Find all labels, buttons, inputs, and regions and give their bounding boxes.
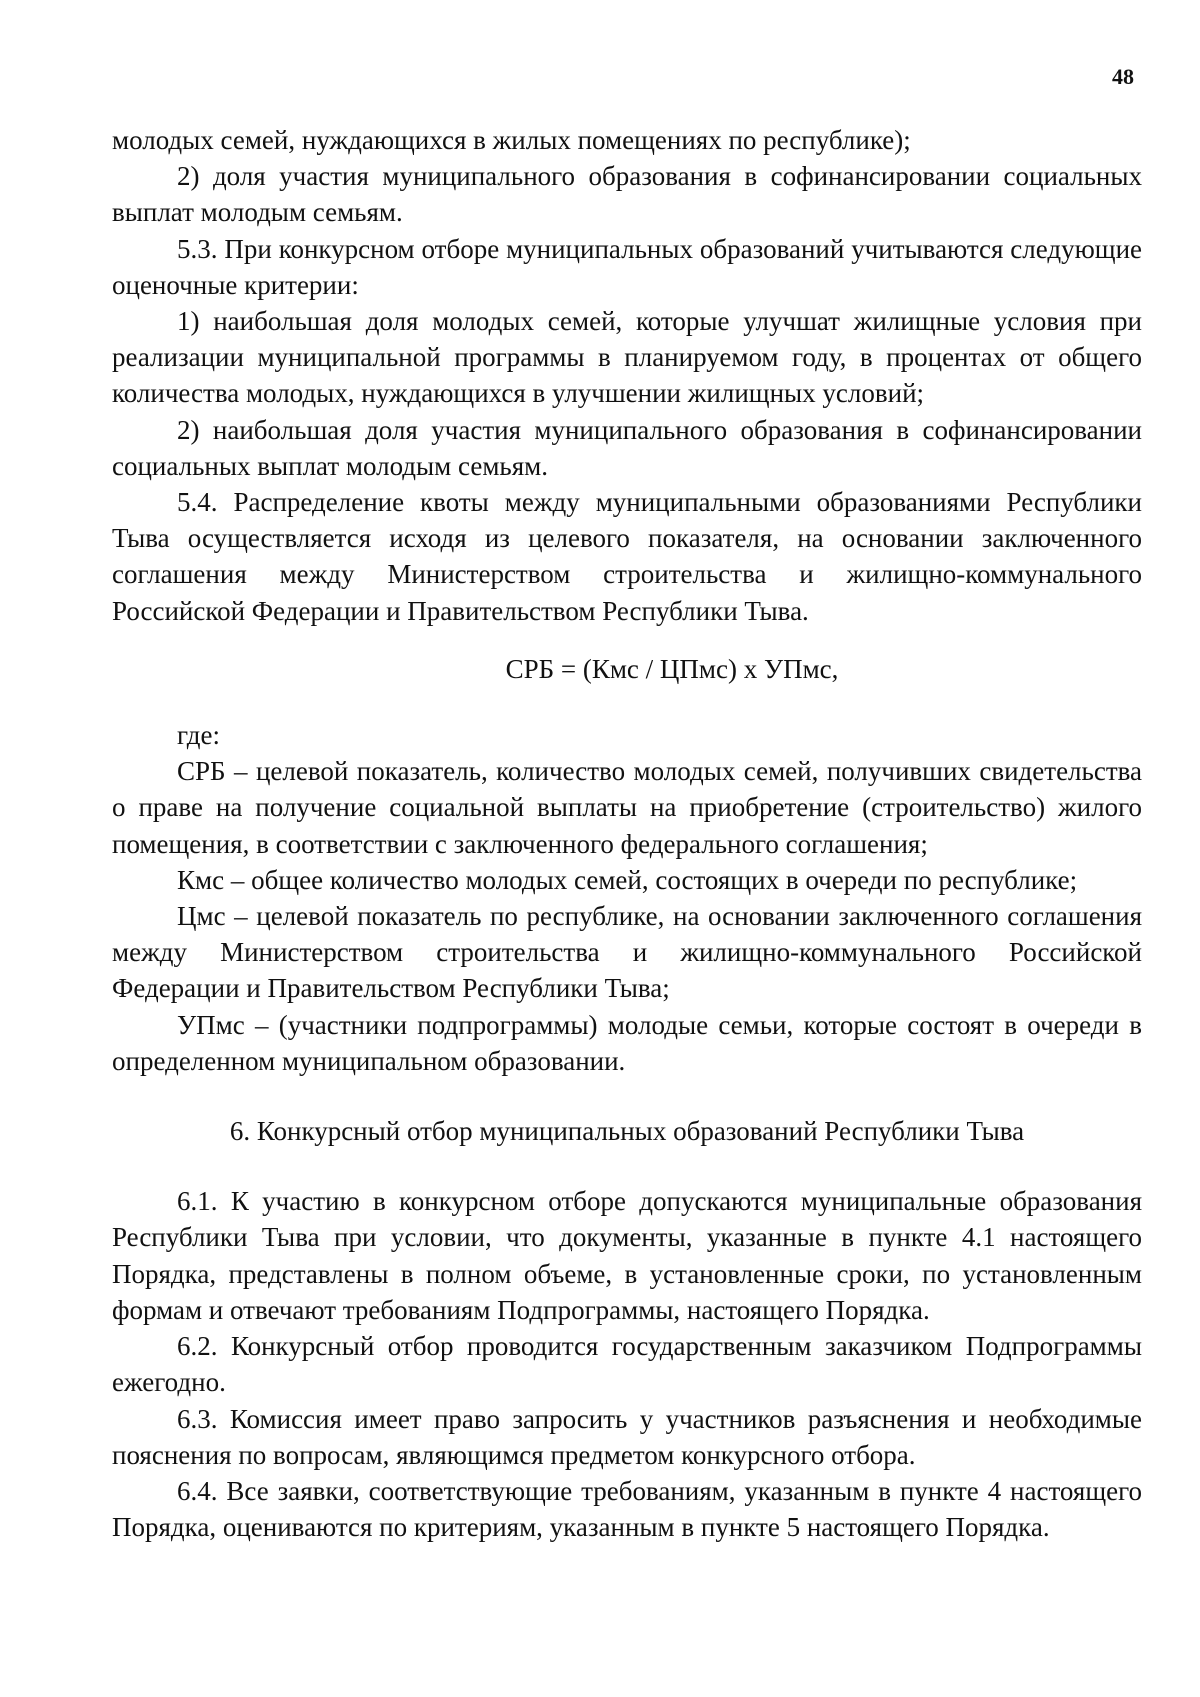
- definition-tsms: Цмс – целевой показатель по республике, на основании заключенного соглашения между Министерством строительства и жилищно-коммунального Российской Федерации и Правительством Республики Тыва;: [112, 901, 1142, 1004]
- paragraph-criterion-2: 2) доля участия муниципального образования в софинансировании социальных выплат молодым семьям.: [112, 161, 1142, 228]
- paragraph-evaluation-2: 2) наибольшая доля участия муниципального образования в софинансировании социальных выплат молодым семьям.: [112, 414, 1142, 481]
- definition-upms: УПмс – (участники подпрограммы) молодые семьи, которые состоят в очереди в определенном муниципальном образовании.: [112, 1009, 1142, 1076]
- definition-kms: Кмс – общее количество молодых семей, состоящих в очереди по республике;: [177, 864, 1078, 895]
- paragraph-6-3: 6.3. Комиссия имеет право запросить у участников разъяснения и необходимые пояснения по вопросам, являющимся предметом конкурсного отбора.: [112, 1403, 1142, 1470]
- where-label: где:: [177, 720, 220, 751]
- paragraph-evaluation-1: 1) наибольшая доля молодых семей, которые улучшат жилищные условия при реализации муниципальной программы в планируемом году, в процентах от общего количества молодых, нуждающихся в улучшении жилищных условий;: [112, 306, 1142, 409]
- paragraph-6-2: 6.2. Конкурсный отбор проводится государственным заказчиком Подпрограммы ежегодно.: [112, 1331, 1142, 1398]
- section-heading: 6. Конкурсный отбор муниципальных образований Республики Тыва: [229, 1116, 1025, 1147]
- paragraph-continuation: молодых семей, нуждающихся в жилых помещениях по республике);: [112, 125, 911, 155]
- formula: СРБ = (Кмс / ЦПмс) х УПмс,: [505, 653, 839, 684]
- paragraph-5-3: 5.3. При конкурсном отборе муниципальных образований учитываются следующие оценочные критерии:: [112, 233, 1142, 300]
- paragraph-6-1: 6.1. К участию в конкурсном отборе допускаются муниципальные образования Республики Тыва при условии, что документы, указанные в пункте 4.1 настоящего Порядка, представлены в полном объеме, в установленные сроки, по установленным формам и отвечают требованиям Подпрограммы, настоящего Порядка.: [112, 1186, 1142, 1325]
- definition-srb: СРБ – целевой показатель, количество молодых семей, получивших свидетельства о праве на получение социальной выплаты на приобретение (строительство) жилого помещения, в соответствии с заключенного федерального соглашения;: [112, 756, 1142, 859]
- paragraph-5-4: 5.4. Распределение квоты между муниципальными образованиями Республики Тыва осуществляется исходя из целевого показателя, на основании заключенного соглашения между Министерством строительства и жилищно-коммунального Российской Федерации и Правительством Республики Тыва.: [112, 487, 1142, 626]
- page-number: 48: [1112, 64, 1134, 89]
- paragraph-6-4: 6.4. Все заявки, соответствующие требованиям, указанным в пункте 4 настоящего Порядка, оцениваются по критериям, указанным в пункте 5 настоящего Порядка.: [112, 1475, 1142, 1543]
- document-body: [112, 122, 1142, 1545]
